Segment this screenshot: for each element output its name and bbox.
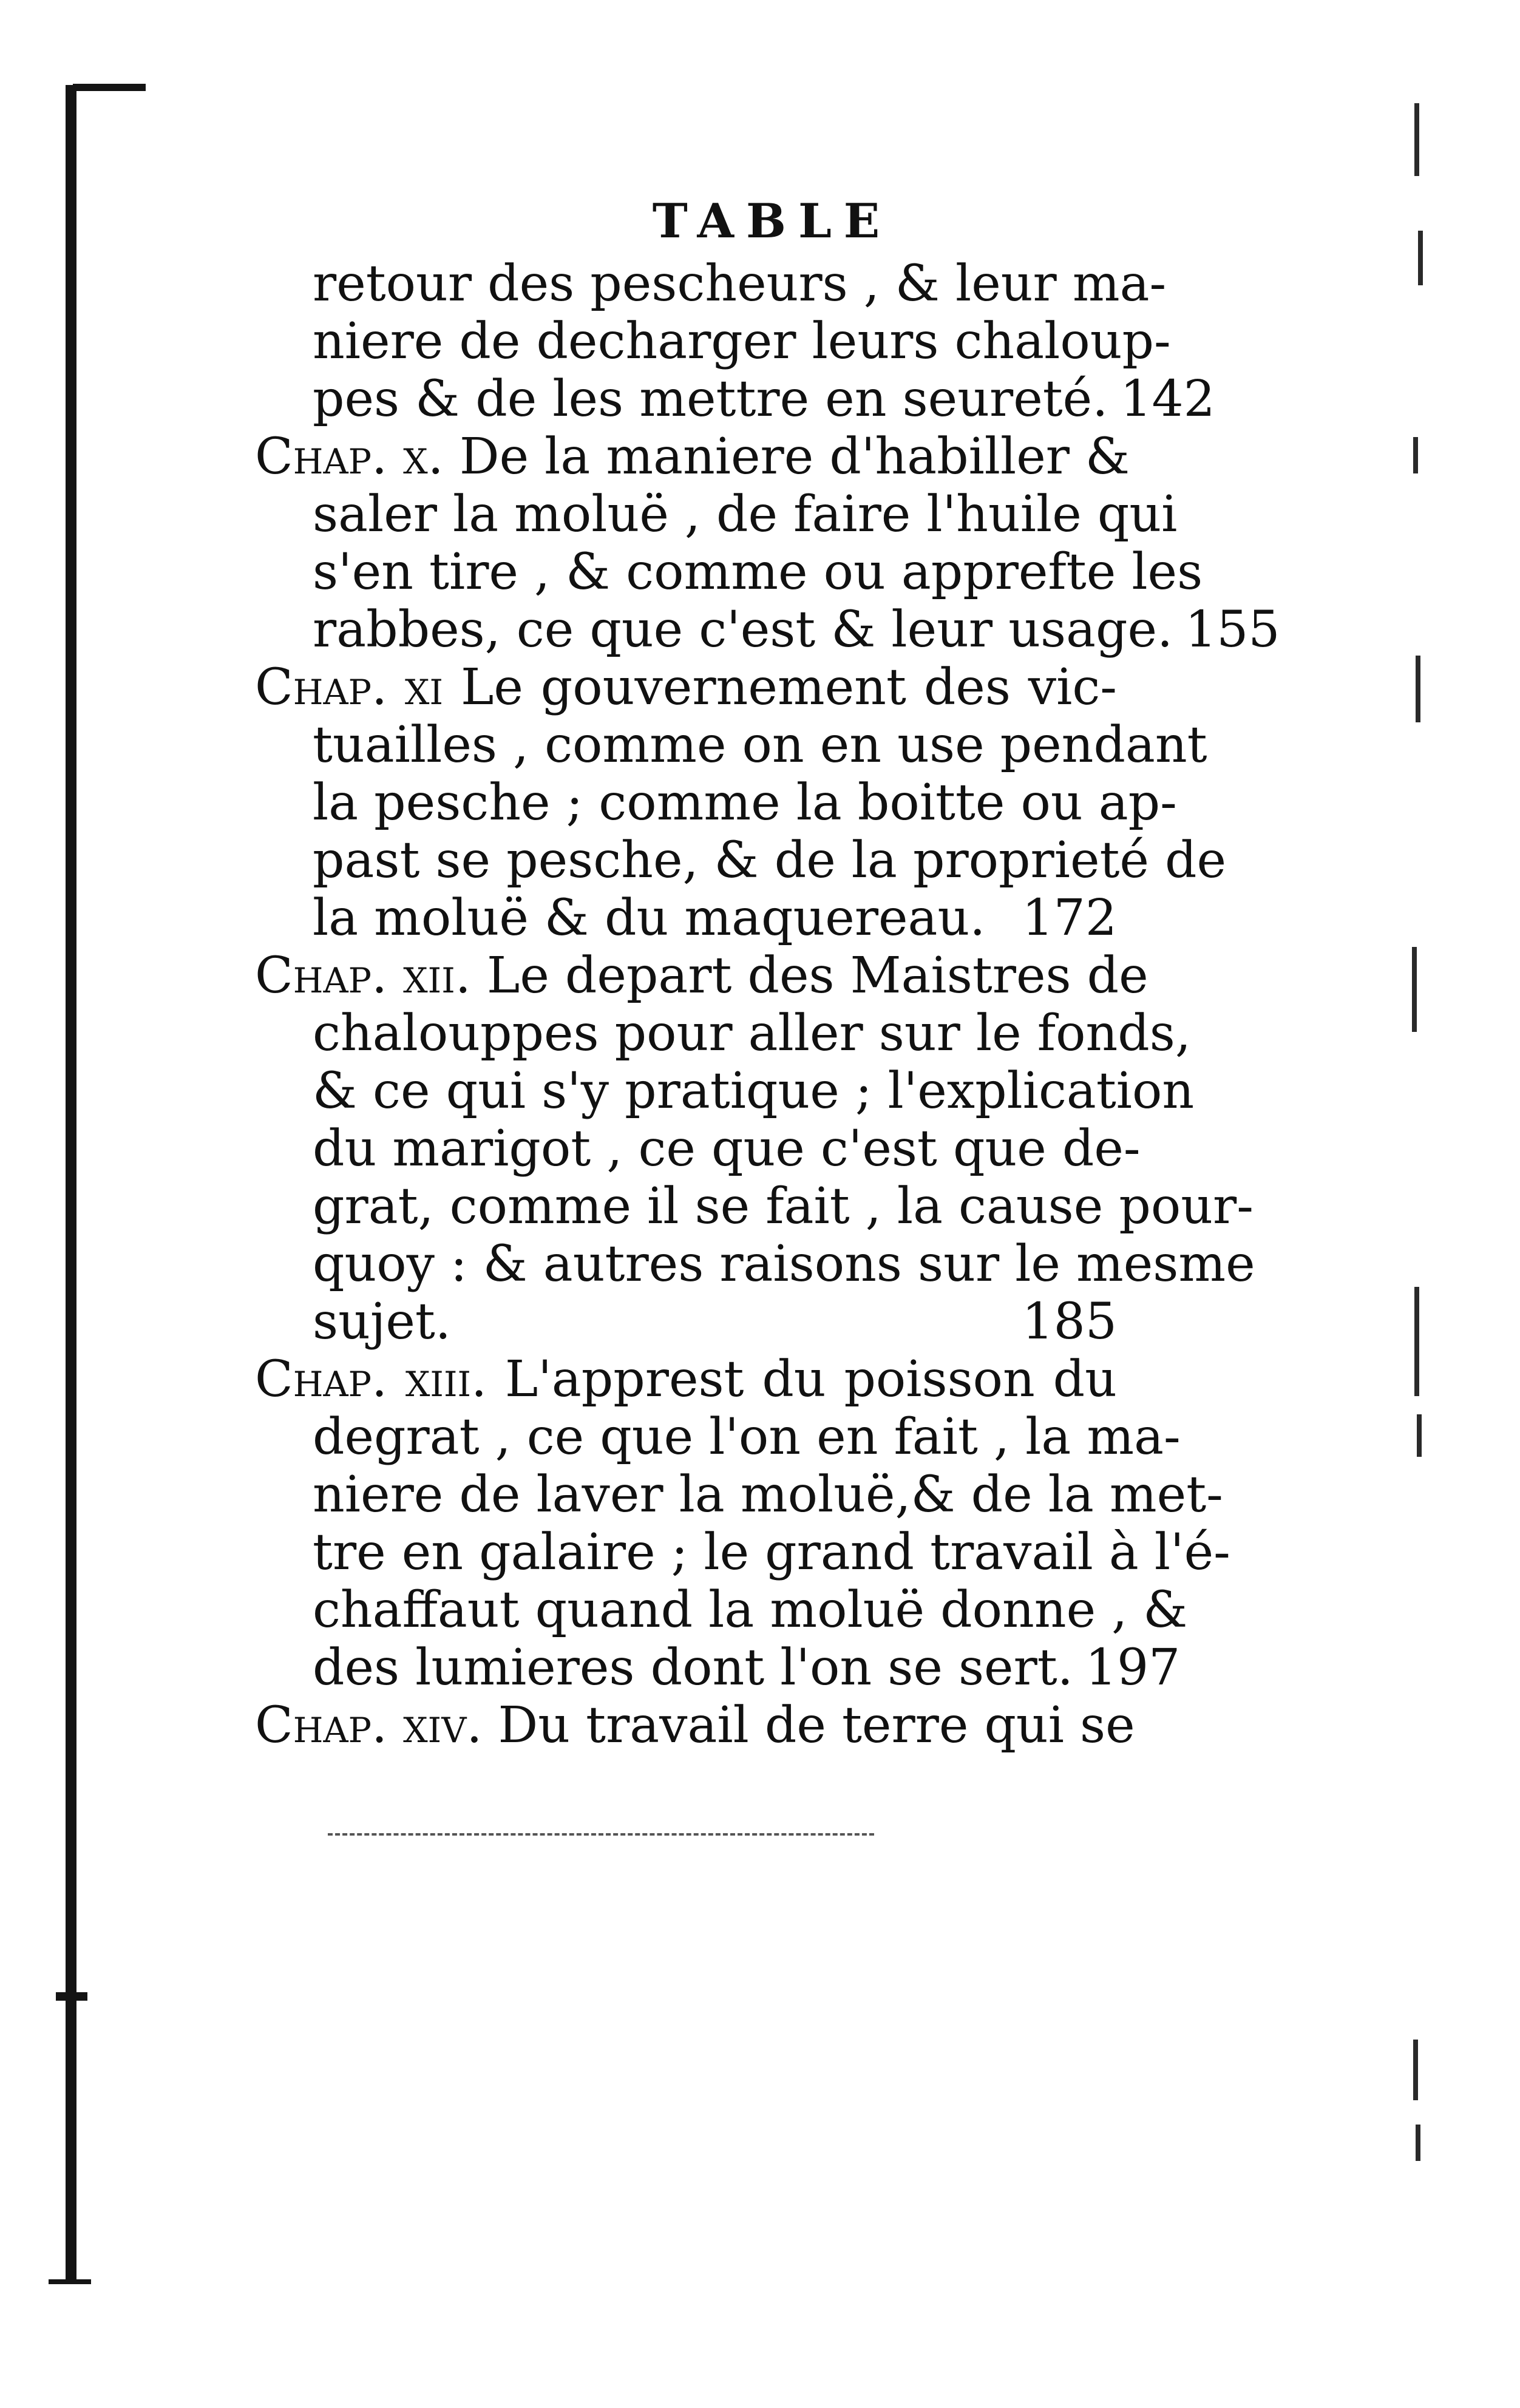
page-edge-speck bbox=[1413, 437, 1418, 473]
page-edge-speck bbox=[1413, 2040, 1418, 2100]
page-edge-speck bbox=[1412, 947, 1417, 1032]
entry-line: grat, comme il se fait , la cause pour- bbox=[313, 1178, 1254, 1235]
entry-last-line bbox=[255, 889, 1117, 947]
entry-first-line bbox=[255, 1697, 1135, 1754]
page-edge-speck bbox=[1414, 103, 1419, 176]
entry-line: past se pesche, & de la proprieté de bbox=[313, 832, 1227, 889]
entry-text: Le gouvernement des vic- bbox=[460, 659, 1117, 716]
entry-text: pes & de les mettre en seureté. bbox=[313, 370, 1108, 428]
chapter-label: Chap. xiv. bbox=[255, 1697, 483, 1754]
toc-entry bbox=[255, 255, 1215, 428]
page-edge-speck bbox=[1414, 1287, 1419, 1396]
chapter-label: Chap. x. bbox=[255, 428, 444, 486]
entry-first-line bbox=[255, 1351, 1117, 1408]
toc-entry bbox=[255, 659, 1227, 947]
entry-text: des lumieres dont l'on se sert. bbox=[313, 1639, 1073, 1697]
chapter-label: Chap. xii. bbox=[255, 947, 471, 1005]
toc-entry bbox=[255, 1351, 1230, 1697]
entry-last-line bbox=[255, 1639, 1181, 1697]
chapter-label: Chap. xi bbox=[255, 659, 444, 716]
page-number: 197 bbox=[1085, 1639, 1181, 1697]
entry-line: chaffaut quand la moluë donne , & bbox=[313, 1581, 1188, 1639]
binding-edge bbox=[66, 85, 76, 2282]
binding-edge-base bbox=[49, 2279, 91, 2284]
entry-first-line bbox=[255, 659, 1117, 716]
toc-entry bbox=[255, 947, 1255, 1351]
entry-line: degrat , ce que l'on en fait , la ma- bbox=[313, 1408, 1181, 1466]
entry-last-line bbox=[255, 1293, 1117, 1351]
entry-line: saler la moluë , de faire l'huile qui bbox=[313, 486, 1178, 543]
entry-first-line bbox=[255, 428, 1130, 486]
binding-edge-mark bbox=[56, 1992, 87, 2001]
toc-entry bbox=[255, 1697, 1135, 1754]
entry-line: & ce qui s'y pratique ; l'explication bbox=[313, 1062, 1195, 1120]
entry-line: quoy : & autres raisons sur le mesme bbox=[313, 1235, 1255, 1293]
page-edge-speck bbox=[1416, 2125, 1420, 2161]
entry-text: De la maniere d'habiller & bbox=[459, 428, 1130, 486]
table-of-contents bbox=[255, 255, 1280, 1754]
entry-line: la pesche ; comme la boitte ou ap- bbox=[313, 774, 1177, 832]
entry-last-line bbox=[255, 370, 1215, 428]
entry-text: Le depart des Maistres de bbox=[486, 947, 1148, 1005]
entry-line: niere de decharger leurs chaloup- bbox=[313, 313, 1171, 370]
running-header: TABLE bbox=[652, 194, 892, 249]
entry-text: L'apprest du poisson du bbox=[504, 1351, 1117, 1408]
entry-line: tre en galaire ; le grand travail à l'é- bbox=[313, 1524, 1230, 1581]
entry-line: du marigot , ce que c'est que de- bbox=[313, 1120, 1141, 1178]
entry-text: sujet. bbox=[313, 1293, 451, 1351]
entry-line: chalouppes pour aller sur le fonds, bbox=[313, 1005, 1191, 1062]
entry-text: Du travail de terre qui se bbox=[498, 1697, 1135, 1754]
page-edge-speck bbox=[1416, 656, 1420, 722]
toc-entry bbox=[255, 428, 1280, 659]
entry-text: la moluë & du maquereau. bbox=[313, 889, 986, 947]
page-number: 155 bbox=[1185, 601, 1280, 659]
page-number: 185 bbox=[1022, 1293, 1117, 1351]
entry-last-line bbox=[255, 601, 1280, 659]
entry-line: s'en tire , & comme ou apprefte les bbox=[313, 543, 1203, 601]
entry-line: retour des pescheurs , & leur ma- bbox=[313, 255, 1167, 313]
entry-first-line bbox=[255, 947, 1148, 1005]
entry-line: tuailles , comme on en use pendant bbox=[313, 716, 1207, 774]
entry-line: niere de laver la moluë,& de la met- bbox=[313, 1466, 1223, 1524]
page-number: 172 bbox=[1022, 889, 1117, 947]
page-edge-speck bbox=[1417, 1414, 1422, 1457]
page-number: 142 bbox=[1120, 370, 1215, 428]
catchword-rule bbox=[328, 1833, 874, 1838]
chapter-label: Chap. xiii. bbox=[255, 1351, 487, 1408]
binding-edge-top bbox=[73, 84, 146, 91]
entry-text: rabbes, ce que c'est & leur usage. bbox=[313, 601, 1173, 659]
